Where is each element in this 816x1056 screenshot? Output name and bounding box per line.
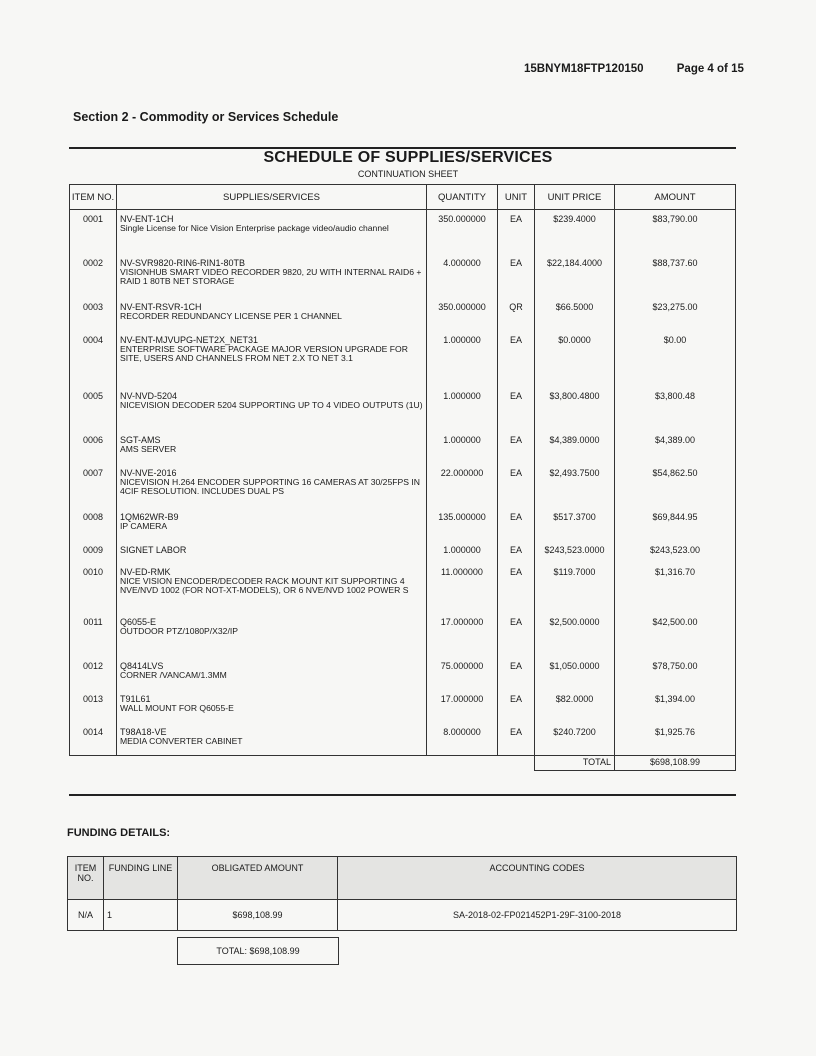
funding-table <box>67 856 737 931</box>
item-unit: EA <box>498 657 535 690</box>
item-code: Q8414LVS <box>120 660 164 671</box>
funding-row <box>68 900 737 931</box>
item-unit: EA <box>498 690 535 723</box>
item-number: 0001 <box>70 210 117 254</box>
item-unit: EA <box>498 210 535 254</box>
funding-details-label: FUNDING DETAILS: <box>67 827 171 839</box>
table-row <box>70 613 736 657</box>
item-unit-price: $119.7000 <box>535 563 615 613</box>
item-code: NV-NVE-2016 <box>120 467 177 478</box>
item-code: NV-ENT-RSVR-1CH <box>120 301 202 312</box>
col-item-no: ITEM NO. <box>70 185 117 210</box>
item-amount: $4,389.00 <box>615 431 736 464</box>
item-description <box>117 723 427 756</box>
item-description <box>117 331 427 387</box>
item-code: NV-SVR9820-RIN6-RIN1-80TB <box>120 257 246 268</box>
item-code: SIGNET LABOR <box>120 544 187 555</box>
item-number: 0012 <box>70 657 117 690</box>
funding-item: N/A <box>68 900 104 931</box>
funding-col-line: FUNDING LINE <box>104 857 178 900</box>
table-row <box>70 210 736 254</box>
item-amount: $243,523.00 <box>615 541 736 563</box>
item-quantity: 75.000000 <box>427 657 498 690</box>
item-amount: $83,790.00 <box>615 210 736 254</box>
item-number: 0011 <box>70 613 117 657</box>
item-number: 0008 <box>70 508 117 541</box>
item-description-text: ENTERPRISE SOFTWARE PACKAGE MAJOR VERSION UPGRADE FOR SITE, USERS AND CHANNELS FROM NET 2.X TO NET 3.1 <box>120 343 408 363</box>
item-unit: EA <box>498 464 535 508</box>
item-unit: EA <box>498 331 535 387</box>
section-title: Section 2 - Commodity or Services Schedule <box>73 110 339 124</box>
item-quantity: 17.000000 <box>427 690 498 723</box>
item-amount: $1,394.00 <box>615 690 736 723</box>
item-unit-price: $517.3700 <box>535 508 615 541</box>
item-description <box>117 387 427 431</box>
item-description <box>117 254 427 298</box>
col-quantity: QUANTITY <box>427 185 498 210</box>
table-row <box>70 690 736 723</box>
funding-header-row <box>68 857 737 900</box>
item-unit-price: $22,184.4000 <box>535 254 615 298</box>
item-unit: EA <box>498 254 535 298</box>
table-row <box>70 563 736 613</box>
item-amount: $54,862.50 <box>615 464 736 508</box>
item-quantity: 350.000000 <box>427 210 498 254</box>
item-amount: $78,750.00 <box>615 657 736 690</box>
item-amount: $69,844.95 <box>615 508 736 541</box>
item-number: 0013 <box>70 690 117 723</box>
item-amount: $0.00 <box>615 331 736 387</box>
item-number: 0009 <box>70 541 117 563</box>
supplies-table <box>69 184 736 771</box>
item-description-text: Single License for Nice Vision Enterprise package video/audio channel <box>120 223 389 233</box>
col-amount: AMOUNT <box>615 185 736 210</box>
item-quantity: 1.000000 <box>427 387 498 431</box>
page-number: Page 4 of 15 <box>676 63 744 75</box>
item-code: T98A18-VE <box>120 726 167 737</box>
item-description <box>117 298 427 331</box>
item-quantity: 1.000000 <box>427 431 498 464</box>
item-unit-price: $243,523.0000 <box>535 541 615 563</box>
item-unit: EA <box>498 508 535 541</box>
item-code: NV-ED-RMK <box>120 566 171 577</box>
item-unit: EA <box>498 387 535 431</box>
item-amount: $88,737.60 <box>615 254 736 298</box>
item-number: 0014 <box>70 723 117 756</box>
table-row <box>70 387 736 431</box>
item-quantity: 135.000000 <box>427 508 498 541</box>
item-unit-price: $1,050.0000 <box>535 657 615 690</box>
item-unit-price: $239.4000 <box>535 210 615 254</box>
item-description-text: CORNER /VANCAM/1.3MM <box>120 669 227 680</box>
item-description <box>117 210 427 254</box>
col-supplies: SUPPLIES/SERVICES <box>117 185 427 210</box>
item-unit-price: $2,500.0000 <box>535 613 615 657</box>
total-value: $698,108.99 <box>615 756 736 771</box>
item-number: 0007 <box>70 464 117 508</box>
item-unit: EA <box>498 431 535 464</box>
item-number: 0003 <box>70 298 117 331</box>
item-quantity: 22.000000 <box>427 464 498 508</box>
item-number: 0010 <box>70 563 117 613</box>
item-unit: EA <box>498 541 535 563</box>
item-quantity: 8.000000 <box>427 723 498 756</box>
item-quantity: 350.000000 <box>427 298 498 331</box>
item-unit-price: $82.0000 <box>535 690 615 723</box>
schedule-subtitle: CONTINUATION SHEET <box>357 169 459 179</box>
item-code: NV-ENT-MJVUPG-NET2X_NET31 <box>120 334 259 345</box>
funding-col-item: ITEM NO. <box>68 857 104 900</box>
item-quantity: 17.000000 <box>427 613 498 657</box>
table-header-row <box>70 185 736 210</box>
item-description <box>117 508 427 541</box>
table-row <box>70 541 736 563</box>
item-quantity: 1.000000 <box>427 331 498 387</box>
item-unit-price: $240.7200 <box>535 723 615 756</box>
item-amount: $1,316.70 <box>615 563 736 613</box>
item-unit-price: $3,800.4800 <box>535 387 615 431</box>
item-number: 0002 <box>70 254 117 298</box>
item-unit-price: $66.5000 <box>535 298 615 331</box>
item-unit-price: $4,389.0000 <box>535 431 615 464</box>
schedule-title: SCHEDULE OF SUPPLIES/SERVICES <box>263 149 553 166</box>
item-description-text: NICE VISION ENCODER/DECODER RACK MOUNT KIT SUPPORTING 4 NVE/NVD 1002 (FOR NOT-XT-MODELS), OR 6 NVE/NVD 1002 POWER S <box>120 575 409 595</box>
item-code: NV-ENT-1CH <box>120 214 174 224</box>
item-number: 0006 <box>70 431 117 464</box>
item-description-text: AMS SERVER <box>120 443 177 454</box>
item-amount: $3,800.48 <box>615 387 736 431</box>
item-description-text: WALL MOUNT FOR Q6055-E <box>120 702 234 713</box>
funding-col-amount: OBLIGATED AMOUNT <box>178 857 338 900</box>
item-description <box>117 690 427 723</box>
item-amount: $42,500.00 <box>615 613 736 657</box>
item-quantity: 4.000000 <box>427 254 498 298</box>
table-row <box>70 431 736 464</box>
total-row <box>70 756 736 771</box>
item-amount: $23,275.00 <box>615 298 736 331</box>
funding-total: TOTAL: $698,108.99 <box>177 937 339 965</box>
item-description <box>117 541 427 563</box>
table-row <box>70 331 736 387</box>
item-number: 0005 <box>70 387 117 431</box>
item-description <box>117 613 427 657</box>
item-unit: QR <box>498 298 535 331</box>
item-description-text: VISIONHUB SMART VIDEO RECORDER 9820, 2U WITH INTERNAL RAID6 + RAID 1 80TB NET STORAGE <box>120 266 422 286</box>
item-number: 0004 <box>70 331 117 387</box>
table-row <box>70 254 736 298</box>
item-quantity: 11.000000 <box>427 563 498 613</box>
item-unit: EA <box>498 563 535 613</box>
item-amount: $1,925.76 <box>615 723 736 756</box>
item-description <box>117 431 427 464</box>
item-code: NV-NVD-5204 <box>120 390 178 401</box>
item-description-text: OUTDOOR PTZ/1080P/X32/IP <box>120 625 238 636</box>
item-description-text: IP CAMERA <box>120 520 168 531</box>
item-description-text: NICEVISION H.264 ENCODER SUPPORTING 16 CAMERAS AT 30/25FPS IN 4CIF RESOLUTION. INCLUDES DUAL PS <box>120 476 420 496</box>
document-header <box>524 63 744 75</box>
total-label: TOTAL <box>535 756 615 771</box>
item-code: T91L61 <box>120 693 151 704</box>
item-code: SGT-AMS <box>120 434 161 445</box>
item-code: Q6055-E <box>120 616 157 627</box>
col-unit: UNIT <box>498 185 535 210</box>
item-code: 1QM62WR-B9 <box>120 511 179 522</box>
table-row <box>70 464 736 508</box>
item-description-text: MEDIA CONVERTER CABINET <box>120 735 243 746</box>
funding-line: 1 <box>104 900 178 931</box>
table-row <box>70 298 736 331</box>
item-description <box>117 563 427 613</box>
funding-col-codes: ACCOUNTING CODES <box>338 857 737 900</box>
item-unit: EA <box>498 723 535 756</box>
bottom-divider <box>69 794 736 796</box>
item-unit-price: $2,493.7500 <box>535 464 615 508</box>
table-row <box>70 657 736 690</box>
table-row <box>70 723 736 756</box>
item-unit-price: $0.0000 <box>535 331 615 387</box>
item-quantity: 1.000000 <box>427 541 498 563</box>
item-unit: EA <box>498 613 535 657</box>
col-unit-price: UNIT PRICE <box>535 185 615 210</box>
item-description <box>117 464 427 508</box>
document-number: 15BNYM18FTP120150 <box>524 63 644 75</box>
item-description-text: RECORDER REDUNDANCY LICENSE PER 1 CHANNEL <box>120 310 342 321</box>
table-row <box>70 508 736 541</box>
item-description <box>117 657 427 690</box>
funding-codes: SA-2018-02-FP021452P1-29F-3100-2018 <box>338 900 737 931</box>
funding-amount: $698,108.99 <box>178 900 338 931</box>
item-description-text: NICEVISION DECODER 5204 SUPPORTING UP TO 4 VIDEO OUTPUTS (1U) <box>120 399 423 410</box>
